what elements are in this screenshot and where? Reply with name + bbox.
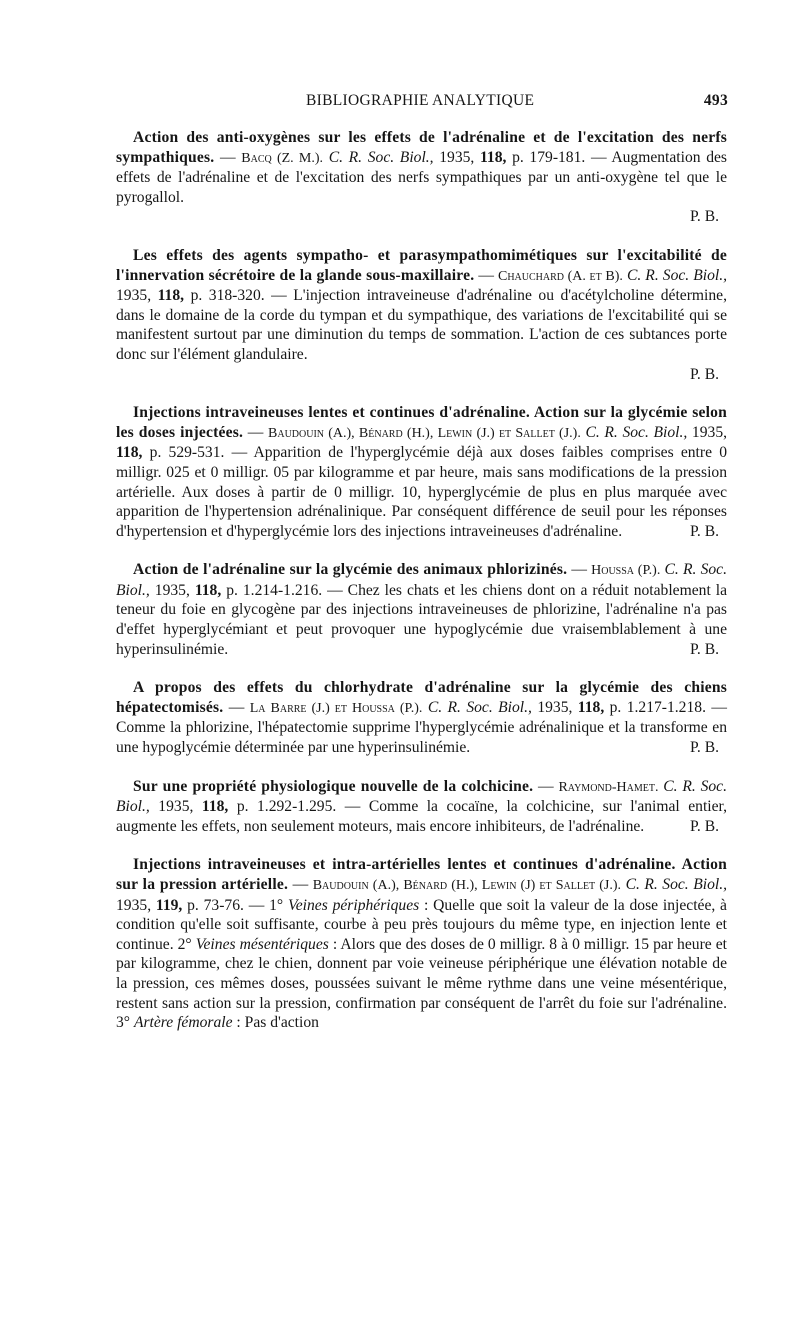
entry-pages: p. 73-76. [187,896,244,914]
entry-pages: p. 318-320. [190,287,265,305]
entry-authors: Chauchard (A. et B). [497,268,623,284]
entry-abstract: — Chez les chats et les chiens dont on a réduit notablement la teneur du foie en glycogène par des injections intraveineuses de phlorizine, l'adrénaline n'a pas d'effet hyperglycémiant et peut provoquer une hypoglycémie due vraisemblablement à une hyperinsulinémie. [116,581,727,658]
entry-volume: 118, [577,698,605,716]
entry-signature: P. B. [689,640,719,658]
bibliography-entry: Injections intraveineuses et intra-artérielles lentes et continues d'adrénaline. Action sur la pression artérielle. — Baudouin (A.), Bénard (H.), Lewin (J) et Sallet (J.). C. R. Soc. Biol., 1935, 119, p. 73-76. — 1° Veines périphériques : Quelle que soit la valeur de la dose injectée, à condition qu'elle soit suffisante, courbe à peu près toujours du même type, en injection lente et continue. 2° Veines mésentériques : Alors que des doses de 0 milligr. 8 à 0 milligr. 15 par heure et par kilogramme, chez le chien, donnent par voie veineuse périphérique une élévation notable de la pression, ces mêmes doses, poussées suivant le même rythme dans une veine mésentérique, restent sans action sur la pression, confirmation par conséquent de l'arrêt du foie sur l'adrénaline. 3° Artère fémorale : Pas d'action [116,856,727,1032]
entry-abstract: — L'injection intraveineuse d'adrénaline ou d'acétylcholine détermine, dans le domaine de la corde du tympan et du sympathique, des variations de l'excitabilité qui se manifestent surtout par une diminution du temps de sommation. L'action de ces subtances porte donc sur l'élément glandulaire. [116,287,727,363]
entry-signature: P. B. [689,522,719,540]
entry-pages: p. 179-181. [512,148,586,166]
entry-abstract: — Augmentation des effets de l'adrénaline et de l'excitation des nerfs sympathiques par un anti-oxygène tel que le pyrogallol. [116,148,727,206]
entry-authors: Bacq (Z. M.). [241,150,324,166]
entry-title: Injections intraveineuses et intra-artérielles lentes et continues d'adrénaline. Action sur la pression artérielle. [116,856,727,893]
entry-signature: P. B. [689,739,719,757]
section-label: Veines mésentériques [195,935,329,953]
entry-volume: 118, [201,798,229,816]
entry-signature: P. B. [689,817,719,835]
entry-journal: C. R. Soc. Biol., [626,266,728,284]
bibliography-entry: Injections intraveineuses lentes et continues d'adrénaline. Action sur la glycémie selon les doses injectées. — Baudouin (A.), Bénard (H.), Lewin (J.) et Sallet (J.). C. R. Soc. Biol., 1935, 118, p. 529-531. — Apparition de l'hyperglycémie déjà aux doses faibles comprises entre 0 milligr. 025 et 0 milligr. 05 par kilogramme et par heure, mais sans modifications de la pression artérielle. Aux doses à partir de 0 milligr. 10, hyperglycémie de plus en plus marquée avec apparition de l'hypertension adrénalinique. Par conséquent différence de seuil pour les réponses d'hypertension et d'hyperglycémie lors des injections intraveineuses d'adrénaline. P. B. [116,404,728,540]
entry-signature: P. B. [689,365,719,383]
entry-journal: C. R. Soc. Biol., [625,876,727,893]
section-label: Artère fémorale [133,1014,233,1032]
entry-pages: p. 1.217-1.218. [609,698,706,716]
entry-journal: C. R. Soc. Biol., [585,423,688,441]
entry-title: A propos des effets du chlorhydrate d'adrénaline sur la glycémie des chiens hépatectomisés. [116,679,727,716]
entry-title: Action de l'adrénaline sur la glycémie des animaux phlorizinés. [133,561,568,579]
entry-volume: 119, [155,896,183,914]
entry-abstract: — Apparition de l'hyperglycémie déjà aux doses faibles comprises entre 0 milligr. 025 et 0 milligr. 05 par kilogramme et par heure, mais sans modifications de la pression artérielle. Aux doses à partir de 0 milligr. 10, hyperglycémie de plus en plus marquée avec apparition de l'hypertension adrénalinique. Par conséquent différence de seuil pour les réponses d'hypertension et d'hyperglycémie lors des injections intraveineuses d'adrénaline. [116,444,727,540]
running-title: BIBLIOGRAPHIE ANALYTIQUE [306,92,535,109]
entry-year: 1935, [158,798,194,816]
entry-abstract: — Comme la phlorizine, l'hépatectomie supprime l'hyperglycémie adrénalinique et la transforme en une hypoglycémie déterminée par une hyperinsulinémie. [116,698,727,757]
section-label: Veines périphériques [287,896,420,914]
entry-journal: C. R. Soc. Biol., [116,777,727,816]
entry-volume: 118, [479,148,507,166]
entry-abstract-part: — 1° [248,896,288,914]
entry-year: 1935, [116,896,152,914]
entry-authors: Baudouin (A.), Bénard (H.), Lewin (J) et Sallet (J.). [312,878,622,893]
entry-year: 1935, [116,287,152,305]
entry-journal: C. R. Soc. Biol., [328,148,434,166]
page-number: 493 [703,92,728,109]
entry-year: 1935, [439,148,475,166]
entry-pages: p. 1.214-1.216. [226,581,323,599]
entry-volume: 118, [157,287,185,305]
bibliography-entry: Action des anti-oxygènes sur les effets de l'adrénaline et de l'excitation des nerfs sympathiques. — Bacq (Z. M.). C. R. Soc. Biol., 1935, 118, p. 179-181. — Augmentation des effets de l'adrénaline et de l'excitation des nerfs sympathiques par un anti-oxygène tel que le pyrogallol. P. B. [116,129,727,226]
entry-authors: La Barre (J.) et Houssa (P.). [249,700,423,716]
entry-year: 1935, [537,698,573,716]
entry-volume: 118, [116,444,143,462]
entry-title: Les effets des agents sympatho- et parasympathomimétiques sur l'excitabilité de l'innervation sécrétoire de la glande sous-maxillaire. [116,246,727,284]
entry-abstract-part: : Quelle que soit la valeur de la dose injectée, à condition qu'elle soit suffisante, courbe à peu près toujours du même type, en injection lente et continue. 2° [116,896,727,953]
bibliography-list [116,128,727,1052]
entry-journal: C. R. Soc. Biol., [116,561,727,599]
bibliography-entry: Sur une propriété physiologique nouvelle de la colchicine. — Raymond-Hamet. C. R. Soc. Biol., 1935, 118, p. 1.292-1.295. — Comme la cocaïne, la colchicine, sur l'animal entier, augmente les effets, non seulement moteurs, mais encore inhibiteurs, de l'adrénaline. P. B. [116,777,728,835]
entry-year: 1935, [691,423,728,441]
entry-abstract-part: : Pas d'action [232,1014,319,1032]
entry-pages: p. 529-531. [149,444,225,462]
entry-volume: 118, [194,581,222,599]
entry-title: Injections intraveineuses lentes et continues d'adrénaline. Action sur la glycémie selon les doses injectées. [116,404,727,441]
entry-journal: C. R. Soc. Biol., [427,698,532,716]
entry-pages: p. 1.292-1.295. [236,798,337,816]
entry-authors: Houssa (P.). [591,563,661,579]
bibliography-entry: A propos des effets du chlorhydrate d'adrénaline sur la glycémie des chiens hépatectomisés. — La Barre (J.) et Houssa (P.). C. R. Soc. Biol., 1935, 118, p. 1.217-1.218. — Comme la phlorizine, l'hépatectomie supprime l'hyperglycémie adrénalinique et la transforme en une hypoglycémie déterminée par une hyperinsulinémie. P. B. [116,679,727,757]
entry-abstract-part: : Alors que des doses de 0 milligr. 8 à 0 milligr. 15 par heure et par kilogramme, chez le chien, donnent par voie veineuse périphérique une élévation notable de la pression, ces mêmes doses, poussées suivant le même rythme dans une veine mésentérique, restent sans action sur la pression, confirmation par conséquent de l'arrêt du foie sur l'adrénaline. 3° [116,935,727,1032]
bibliography-entry: Action de l'adrénaline sur la glycémie des animaux phlorizinés. — Houssa (P.). C. R. Soc. Biol., 1935, 118, p. 1.214-1.216. — Chez les chats et les chiens dont on a réduit notablement la teneur du foie en glycogène par des injections intraveineuses de phlorizine, l'adrénaline n'a pas d'effet hyperglycémiant et peut provoquer une hypoglycémie due vraisemblablement à une hyperinsulinémie. P. B. [116,561,727,658]
entry-authors: Baudouin (A.), Bénard (H.), Lewin (J.) et Sallet (J.). [268,425,581,441]
entry-signature: P. B. [689,208,719,226]
entry-title: Sur une propriété physiologique nouvelle de la colchicine. [133,777,534,795]
entry-year: 1935, [154,581,190,599]
entry-authors: Raymond-Hamet. [558,779,659,795]
bibliography-entry: Les effets des agents sympatho- et parasympathomimétiques sur l'excitabilité de l'innervation sécrétoire de la glande sous-maxillaire. — Chauchard (A. et B). C. R. Soc. Biol., 1935, 118, p. 318-320. — L'injection intraveineuse d'adrénaline ou d'acétylcholine détermine, dans le domaine de la corde du tympan et du sympathique, des variations de l'excitabilité qui se manifestent surtout par une diminution du temps de sommation. L'action de ces subtances porte donc sur l'élément glandulaire. P. B. [116,246,728,383]
entry-title: Action des anti-oxygènes sur les effets de l'adrénaline et de l'excitation des nerfs sympathiques. [116,129,727,166]
entry-abstract: — Comme la cocaïne, la colchicine, sur l'animal entier, augmente les effets, non seulement moteurs, mais encore inhibiteurs, de l'adrénaline. [116,798,728,835]
